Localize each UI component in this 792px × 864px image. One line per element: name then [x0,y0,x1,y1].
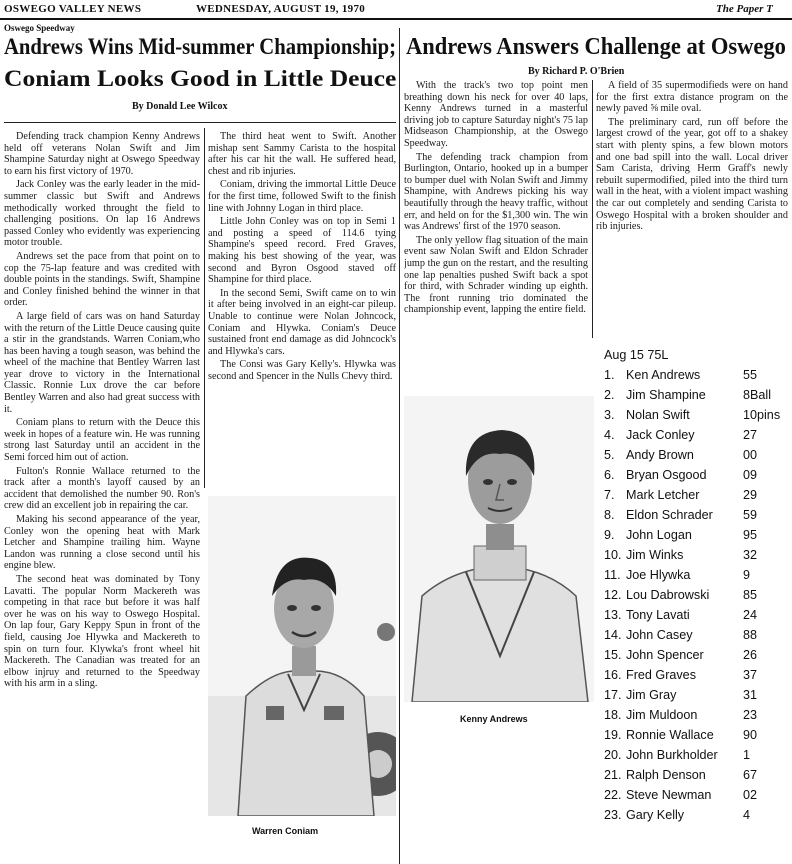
driver-name: Steve Newman [626,788,712,802]
finish-position: 1. [604,368,615,382]
driver-name: Fred Graves [626,668,696,682]
driver-name: John Logan [626,528,692,542]
column-rule [204,128,205,488]
paragraph: Jack Conley was the early leader in the mid-summer classic but Swift and Andrews methodically worked throught the field to challenging positions. On lap 16 Andrews passed Conley who evidently was experiencing motor trouble. [4,179,200,249]
results-row [598,768,792,788]
car-number: 29 [743,488,758,502]
finish-position: 5. [604,448,615,462]
finish-position: 19. [604,728,622,742]
paragraph: A large field of cars was on hand Saturday with the return of the Little Deuce causing quite a stir in the grandstands. Warren Coniam,who has been having a tough season, was behind the wheel of the machine that Bentley Warren last year drove to victory in the International Classic. Ronnie Lux drove the car before Bentley Warren and also had great success with it. [4,310,200,415]
car-number: 90 [743,728,758,742]
car-number: 10pins [743,408,781,422]
results-row [598,708,792,728]
photo-caption-andrews: Kenny Andrews [460,714,528,724]
driver-name: Jim Shampine [626,388,706,402]
results-row [598,448,792,468]
article-column-2 [208,131,396,483]
driver-name: John Burkholder [626,748,718,762]
results-row [598,568,792,588]
photo-kenny-andrews [404,396,594,702]
byline-wilcox: By Donald Lee Wilcox [132,101,228,112]
driver-name: Lou Dabrowski [626,588,710,602]
results-row [598,368,792,388]
finish-position: 23. [604,808,622,822]
results-row [598,428,792,448]
column-rule [399,28,400,864]
car-number: 95 [743,528,758,542]
driver-name: Gary Kelly [626,808,685,822]
masthead [0,0,792,20]
finish-position: 3. [604,408,615,422]
results-row [598,808,792,828]
finish-position: 8. [604,508,615,522]
paragraph: With the track's two top point men breathing down his neck for over 40 laps, Kenny Andrews turned in a masterful driving job to capture Saturday night's 75 lap Midseason Championship, at the Oswego Speedway. [404,80,588,149]
car-number: 24 [743,608,758,622]
photo-caption-coniam: Warren Coniam [252,826,319,836]
car-number: 00 [743,448,758,462]
finish-position: 22. [604,788,622,802]
byline-obrien: By Richard P. O'Brien [528,66,625,77]
driver-name: Jim Winks [626,548,684,562]
paragraph: Making his second appearance of the year, Conley won the opening heat with Mark Letcher and Shampine trailing him. Wayne Landon was running a close second until his engine blew. [4,514,200,572]
driver-name: Eldon Schrader [626,508,713,522]
paragraph: The third heat went to Swift. Another mishap sent Sammy Carista to the hospital after his car hit the wall. He suffered head, chest and rib injuries. [208,131,396,177]
car-number: 4 [743,808,751,822]
car-number: 02 [743,788,758,802]
finish-position: 17. [604,688,622,702]
results-row [598,468,792,488]
paragraph: Andrews set the pace from that point on to cop the 75-lap feature and was credited with double points in the standings. Swift, Shampine and Conley finished behind the winner in that order. [4,250,200,309]
issue-date: WEDNESDAY, AUGUST 19, 1970 [196,3,366,15]
paragraph: The second heat was dominated by Tony Lavatti. The popular Norm Mackereth was competing in that race but before it was half over he was on his way to Oswego Hospital. On lap four, Gary Keppy Spun in front of the field, causing Joe Hlywka and Mackereth to spin on turn four. Klywka's front wheel hit Mackereth. The Canadian was treated for an elbow injruy and returned to the Speedway with his arm in a sling. [4,573,200,690]
car-number: 55 [743,368,758,382]
finish-position: 15. [604,648,622,662]
finish-position: 16. [604,668,622,682]
finish-position: 14. [604,628,622,642]
car-number: 37 [743,668,758,682]
headline-andrews-answers: Andrews Answers Challenge at Oswego [406,34,786,60]
paragraph: Coniam plans to return with the Deuce this week in hopes of a feature win. He was running strong last Saturday until an accident in the Semi forced him out of action. [4,417,200,464]
driver-name: Bryan Osgood [626,468,707,482]
results-row [598,548,792,568]
paragraph: A field of 35 supermodifieds were on hand for the first extra distance program on the newly paved ⅝ mile oval. [596,80,788,115]
portrait-image [208,496,396,816]
article-column-1 [4,131,200,861]
results-row [598,388,792,408]
driver-name: Mark Letcher [626,488,700,502]
results-title: Aug 15 75L [604,348,669,362]
article-column-3 [404,80,588,392]
finish-position: 2. [604,388,615,402]
finish-position: 13. [604,608,622,622]
finish-position: 9. [604,528,615,542]
headline-coniam: Coniam Looks Good in Little Deuce [4,66,397,91]
results-row [598,628,792,648]
driver-name: John Casey [626,628,693,642]
car-number: 31 [743,688,758,702]
kicker: Oswego Speedway [4,23,75,33]
driver-name: Jack Conley [626,428,695,442]
driver-name: Ken Andrews [626,368,701,382]
car-number: 27 [743,428,758,442]
headline-andrews-wins: Andrews Wins Mid-summer Championship; [4,34,397,59]
car-number: 9 [743,568,751,582]
finish-position: 21. [604,768,622,782]
results-row [598,588,792,608]
driver-name: John Spencer [626,648,704,662]
car-number: 67 [743,768,758,782]
paragraph: Defending track champion Kenny Andrews held off veterans Nolan Swift and Jim Shampine Saturday night at Oswego Speedway to earn his first victory of 1970. [4,131,200,177]
paragraph: The preliminary card, run off before the largest crowd of the year, got off to a shakey start with plenty spins, a few blown motors and one bad spill into the wall. Local driver Sam Carista, driving Herm Graff's newly rebuilt supermodified, piled into the third turn wall in the heat, with a violent impact washing the car out completely and sending Carista to Oswego Hospital with a broken shoulder and rib injuries. [596,116,788,233]
portrait-image [404,396,594,702]
car-number: 8Ball [743,388,772,402]
car-number: 1 [743,748,751,762]
driver-name: Jim Muldoon [626,708,698,722]
finish-position: 6. [604,468,615,482]
results-row [598,788,792,808]
article-column-4 [596,80,788,294]
paragraph: The only yellow flag situation of the main event saw Nolan Swift and Eldon Schrader jump the gun on the restart, and the resulting one lap penalties pushed Swift back a spot for third, with Schrader winding up eighth. The front running trio dominated the championship event, lapping the entire field. [404,234,588,316]
finish-position: 18. [604,708,622,722]
paragraph: Coniam, driving the immortal Little Deuce for the first time, followed Swift to the finish line with Johnny Logan in third place. [208,179,396,214]
driver-name: Andy Brown [626,448,694,462]
car-number: 88 [743,628,758,642]
results-row [598,668,792,688]
results-row [598,608,792,628]
results-row [598,508,792,528]
car-number: 85 [743,588,758,602]
paragraph: Fulton's Ronnie Wallace returned to the track after a month's layoff caused by an accident that demolished the number 90. Ron's crew did an excellent job in repairing the car. [4,465,200,512]
race-results-list [598,344,792,832]
results-row [598,728,792,748]
car-number: 26 [743,648,758,662]
paragraph: The Consi was Gary Kelly's. Hlywka was second and Spencer in the Nulls Chevy third. [208,359,396,382]
paper-name: OSWEGO VALLEY NEWS [4,3,142,15]
finish-position: 12. [604,588,622,602]
paragraph: The defending track champion from Burlington, Ontario, hooked up in a bumper to bumper duel with Nolan Swift and Jimmy Shampine, with Andrews picking his way beautifully through the heavy traffic, without err, and held on for the $1,300 win. The win was Andrews' first of the 1970 season. [404,151,588,233]
results-row [598,688,792,708]
driver-name: Nolan Swift [626,408,690,422]
car-number: 09 [743,468,758,482]
results-row [598,648,792,668]
driver-name: Ronnie Wallace [626,728,714,742]
car-number: 32 [743,548,758,562]
car-number: 23 [743,708,758,722]
photo-warren-coniam [208,496,396,816]
masthead-right: The Paper T [716,3,773,15]
results-row [598,488,792,508]
finish-position: 11. [604,568,621,582]
paragraph: In the second Semi, Swift came on to win it after being involved in an eight-car pileup. Unable to continue were Nolan Johncock, Coniam and Hlywka. Coniam's Deuce sustained front end damage as did Johncock's and Hlywka's cars. [208,287,396,357]
car-number: 59 [743,508,758,522]
paragraph: Little John Conley was on top in Semi 1 and posting a speed of 114.6 tying Shampine's speed record. Fred Graves, making his best showing of the year, was second and Byron Osgood staved off Shampine for third place. [208,216,396,286]
finish-position: 4. [604,428,615,442]
finish-position: 10. [604,548,622,562]
divider [4,122,396,123]
driver-name: Jim Gray [626,688,677,702]
driver-name: Tony Lavati [626,608,690,622]
finish-position: 20. [604,748,622,762]
driver-name: Joe Hlywka [626,568,691,582]
column-rule [592,80,593,338]
finish-position: 7. [604,488,615,502]
results-row [598,528,792,548]
results-row [598,748,792,768]
driver-name: Ralph Denson [626,768,706,782]
results-row [598,408,792,428]
